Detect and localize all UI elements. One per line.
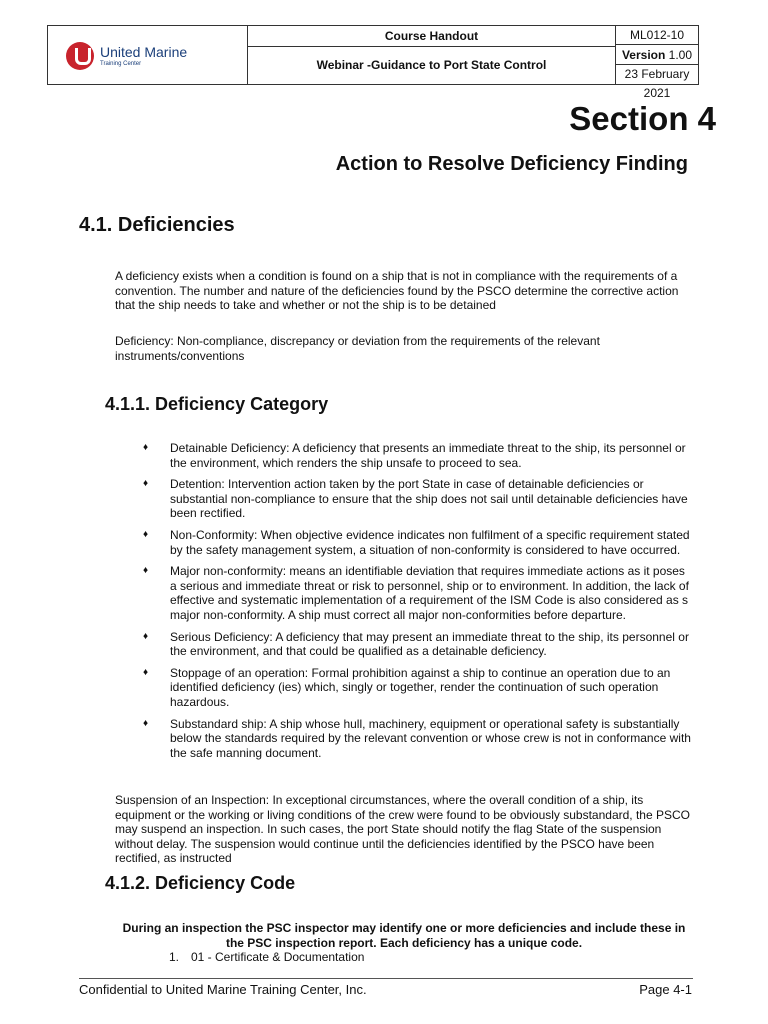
code-list-item <box>169 950 364 964</box>
heading-4-1-2: 4.1.2. Deficiency Code <box>105 873 296 893</box>
deficiency-code-intro: During an inspection the PSC inspector may identify one or more deficiencies and include these in the PSC inspection report. Each deficiency has a unique code. <box>122 921 686 950</box>
webinar-title: Webinar -Guidance to Port State Control <box>316 58 547 72</box>
bullet-diamond-icon: ♦ <box>143 666 149 678</box>
list-item: ♦ Detainable Deficiency: A deficiency that presents an immediate threat to the ship, its personnel or the environment, which renders the ship unsafe to proceed to sea. <box>143 441 686 470</box>
section-title: Section 4 <box>569 100 716 137</box>
list-item: ♦ Serious Deficiency: A deficiency that may present an immediate threat to the ship, its personnel or the environment, and that could be qualified as a detainable deficiency. <box>143 629 689 659</box>
doc-code: ML012-10 <box>616 26 698 45</box>
logo-mark-icon <box>66 42 94 70</box>
header-right <box>616 26 698 100</box>
heading-4-1-1: 4.1.1. Deficiency Category <box>105 394 329 414</box>
category-list <box>143 441 693 767</box>
version-value: 1.00 <box>668 48 693 62</box>
deficiency-paragraph: A deficiency exists when a condition is found on a ship that is not in compliance with the requirements of a convention. The number and nature of the deficiencies found by the PSCO determine the corrective action that the ship needs to take and whether or not the ship is to be detained <box>115 269 679 313</box>
list-item: ♦ Major non-conformity: means an identifiable deviation that requires immediate actions as it poses a serious and immediate threat or risk to personnel, ship or to environment. In addition, the lack of effective and systematic implementation of a requirement of the ISM Code is also considered as s major non-conformity. A ship must correct all major non-conformities before departure. <box>143 564 689 622</box>
footer-confidential: Confidential to United Marine Training Center, Inc. <box>79 982 367 997</box>
logo-subtitle: Training Center <box>100 61 142 67</box>
bullet-diamond-icon: ♦ <box>143 630 149 642</box>
header-middle <box>248 26 616 84</box>
bullet-diamond-icon: ♦ <box>143 565 149 577</box>
footer-page-number: Page 4-1 <box>639 982 692 997</box>
bullet-diamond-icon: ♦ <box>143 717 149 729</box>
deficiency-definition: Deficiency: Non-compliance, discrepancy or deviation from the requirements of the relevant instruments/conventions <box>115 334 600 363</box>
bullet-diamond-icon: ♦ <box>143 478 149 490</box>
list-item: ♦ Substandard ship: A ship whose hull, machinery, equipment or operational safety is substantially below the standards required by the relevant convention or whose crew is not in conformance with the safe manning document. <box>143 716 691 760</box>
logo-cell <box>48 26 248 84</box>
section-subtitle: Action to Resolve Deficiency Finding <box>335 153 688 175</box>
list-item: ♦ Stoppage of an operation: Formal prohibition against a ship to continue an operation due to an identified deficiency (ies) which, singly or together, render the continuation of such operation hazardous. <box>143 665 671 709</box>
version-label: Version <box>621 48 666 62</box>
doc-date: 23 February 2021 <box>624 67 690 100</box>
logo-name: United Marine <box>100 44 188 60</box>
suspension-paragraph: Suspension of an Inspection: In exceptional circumstances, where the overall condition of a ship, its equipment or the working or living conditions of the crew were found to be obviously substandard, the PSCO may suspend an inspection. In such cases, the port State should notify the flag State of the suspension without delay. The suspension would continue until the deficiencies identified by the PSCO have been rectified, as instructed <box>115 793 690 866</box>
bullet-diamond-icon: ♦ <box>143 528 149 540</box>
version <box>616 45 698 65</box>
bullet-diamond-icon: ♦ <box>143 442 149 453</box>
item-text: 01 - Certificate & Documentation <box>191 950 365 964</box>
list-item: ♦ Non-Conformity: When objective evidence indicates non fulfilment of a specific requirement stated by the safety management system, a situation of non-conformity is considered to have occurred. <box>143 527 690 557</box>
heading-4-1: 4.1. Deficiencies <box>79 214 235 236</box>
header-table <box>47 25 699 100</box>
footer-divider <box>79 978 693 979</box>
item-number: 1. <box>169 950 180 964</box>
list-item: ♦ Detention: Intervention action taken by the port State in case of detainable deficiencies or substantial non-compliance to ensure that the ship does not sail until detainable deficiencies have been rectified. <box>143 477 688 521</box>
course-handout-label: Course Handout <box>248 26 615 47</box>
company-logo <box>66 42 236 72</box>
